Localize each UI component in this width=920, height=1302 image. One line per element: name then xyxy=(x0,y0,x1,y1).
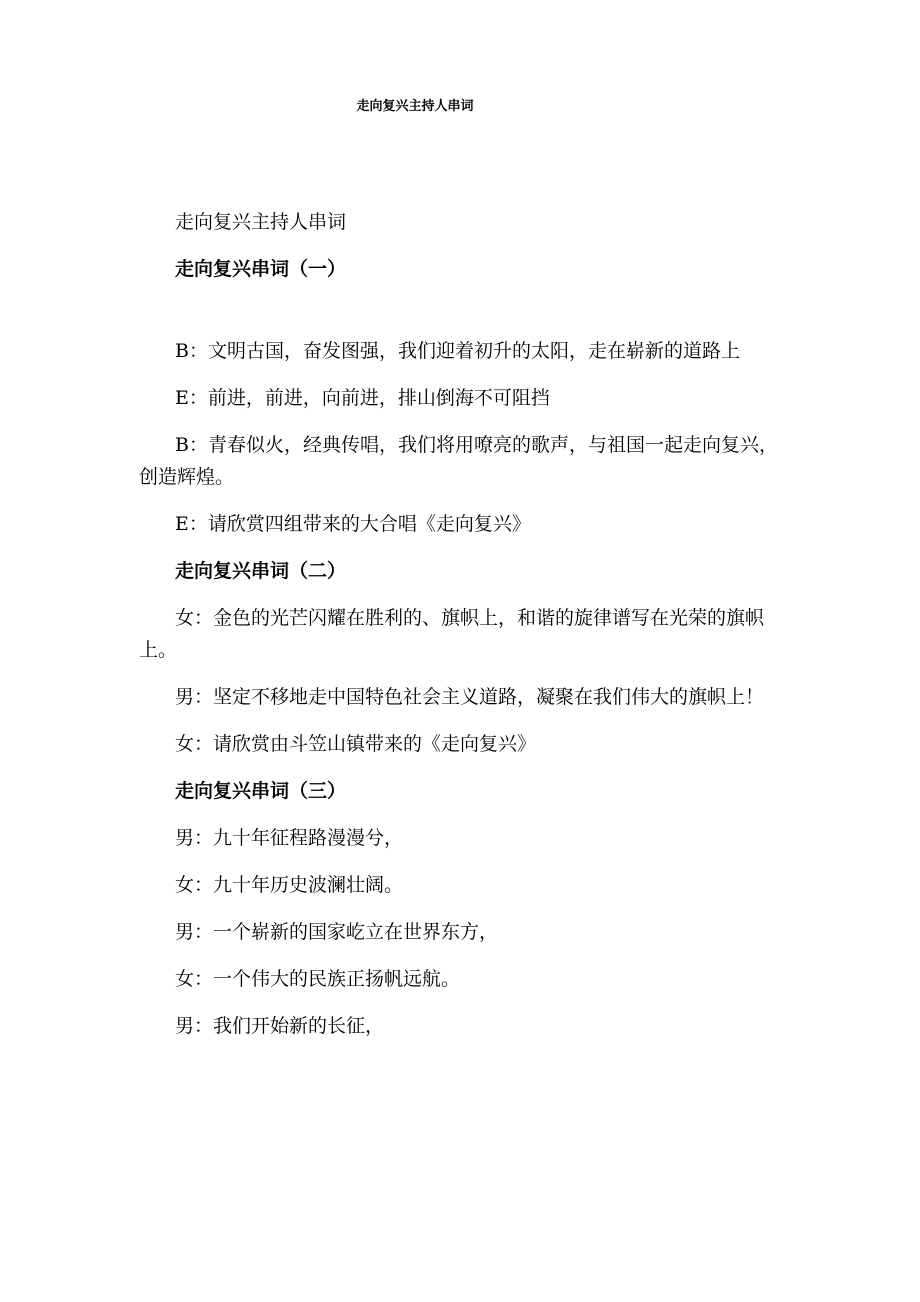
section-heading-2: 走向复兴串词（二） xyxy=(175,560,347,582)
document-body xyxy=(139,206,779,1057)
dialogue-line: B：文明古国，奋发图强，我们迎着初升的太阳，走在崭新的道路上 xyxy=(175,340,740,362)
document-title: 走向复兴主持人串词 xyxy=(175,211,347,233)
dialogue-line: 男：九十年征程路漫漫兮， xyxy=(175,827,404,849)
dialogue-line: 女：金色的光芒闪耀在胜利的、旗帜上，和谐的旋律谱写在光荣的旗帜上。 xyxy=(139,607,765,661)
dialogue-line: 女：一个伟大的民族正扬帆远航。 xyxy=(175,968,461,990)
page-header-title: 走向复兴主持人串词 xyxy=(356,99,474,114)
dialogue-line: E：请欣赏四组带来的大合唱《走向复兴》 xyxy=(175,513,531,535)
dialogue-line: E：前进，前进，向前进，排山倒海不可阻挡 xyxy=(175,387,550,409)
dialogue-line: 男：我们开始新的长征， xyxy=(175,1015,385,1037)
dialogue-line: 男：坚定不移地走中国特色社会主义道路，凝聚在我们伟大的旗帜上！ xyxy=(175,686,765,708)
section-heading-1: 走向复兴串词（一） xyxy=(175,258,347,280)
dialogue-line: 女：九十年历史波澜壮阔。 xyxy=(175,874,404,896)
dialogue-line: B：青春似火，经典传唱，我们将用嘹亮的歌声，与祖国一起走向复兴，创造辉煌。 xyxy=(139,434,778,488)
dialogue-line: 女：请欣赏由斗笠山镇带来的《走向复兴》 xyxy=(175,733,537,755)
dialogue-line: 男：一个崭新的国家屹立在世界东方， xyxy=(175,921,499,943)
section-heading-3: 走向复兴串词（三） xyxy=(175,780,347,802)
